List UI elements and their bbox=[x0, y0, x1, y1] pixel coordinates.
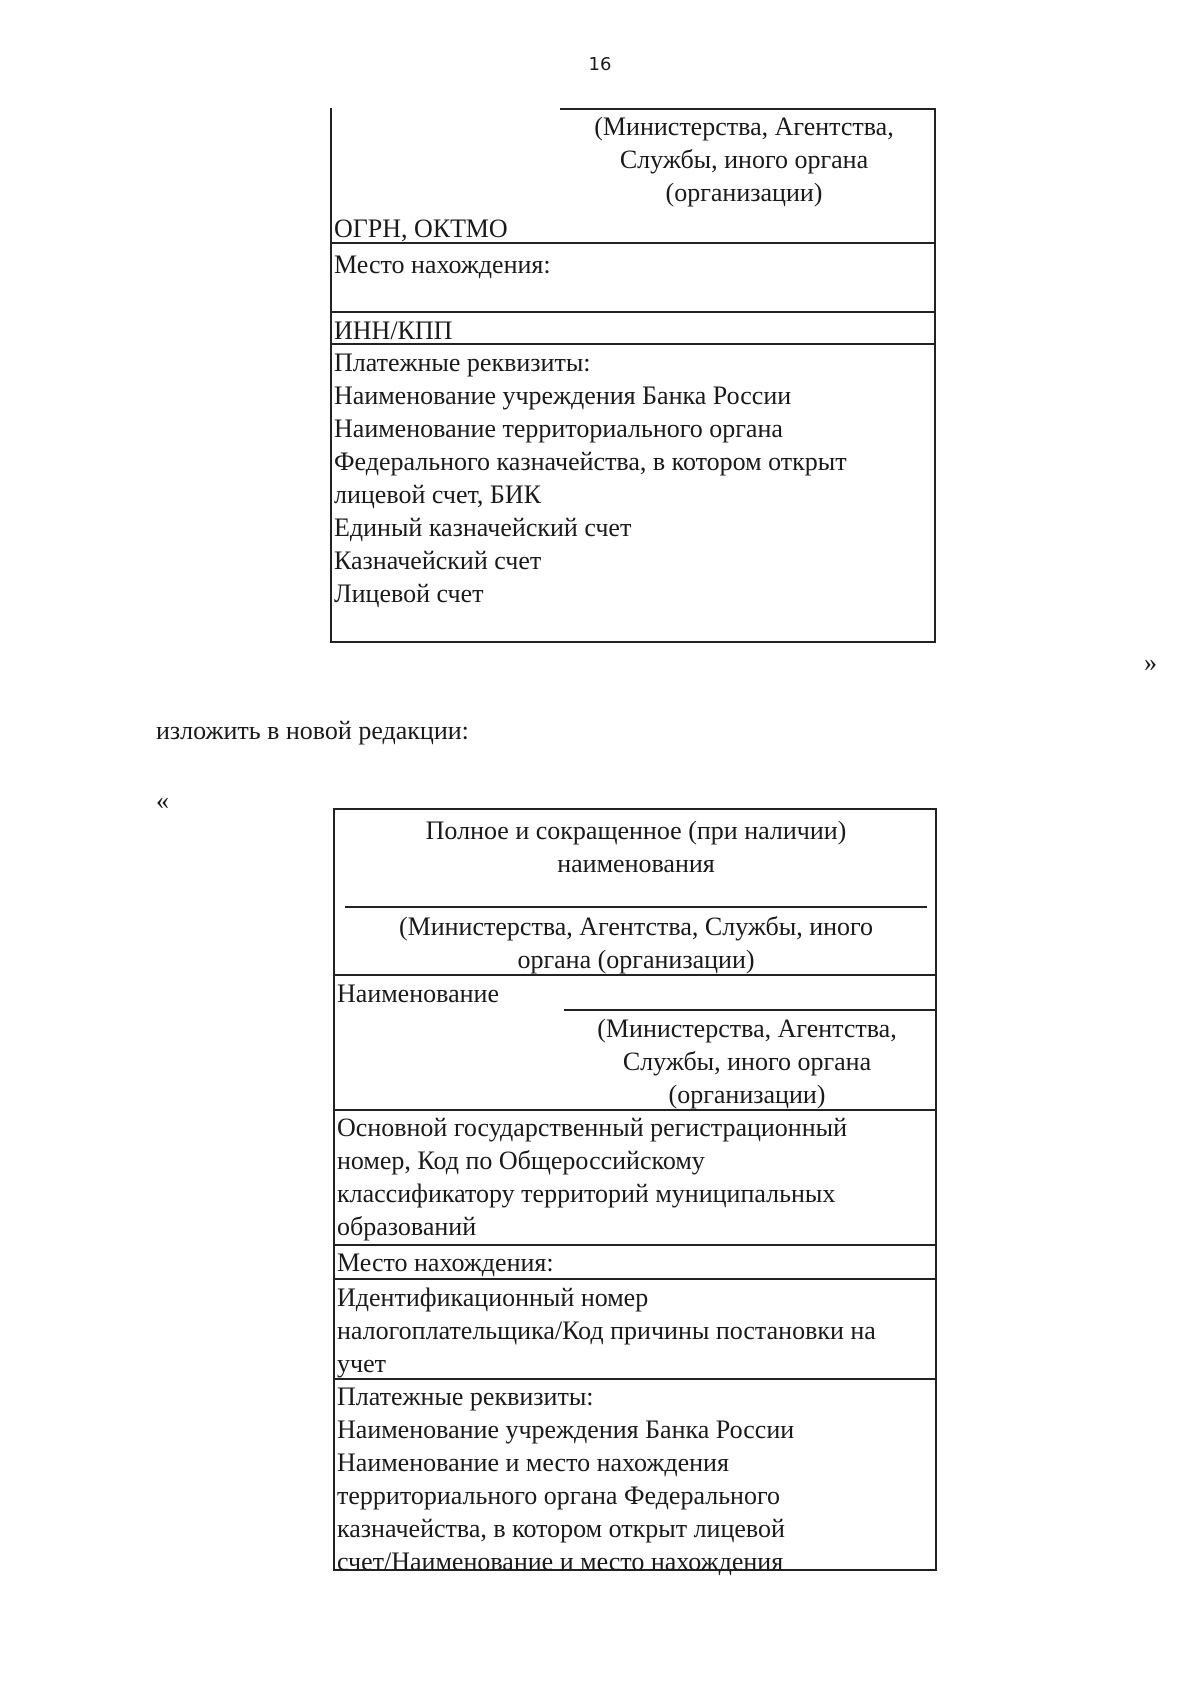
row-divider bbox=[332, 311, 934, 313]
inn-kpp-full-label: Идентификационный номер налогоплательщика/Код причины постановки на учет bbox=[337, 1283, 876, 1378]
name-label: Наименование bbox=[337, 979, 499, 1008]
payment-requisites: Платежные реквизиты: Наименование учреждения Банка России Наименование и место нахождения территориального органа Федерального казначейства, в котором открыт лицевой счет/Наименование и место нахождения bbox=[337, 1382, 795, 1576]
old-requisites-table bbox=[330, 108, 936, 643]
page-number: 16 bbox=[588, 54, 612, 75]
ogrn-oktmo-label: ОГРН, ОКТМО bbox=[334, 214, 508, 243]
org-kind-full-caption: (Министерства, Агентства, Службы, иного органа (организации) bbox=[398, 912, 874, 974]
org-kind-caption: (Министерства, Агентства, Службы, иного органа (организации) bbox=[594, 112, 894, 207]
location-label: Место нахождения: bbox=[337, 1248, 554, 1277]
inn-kpp-label: ИНН/КПП bbox=[334, 316, 453, 345]
row-divider bbox=[335, 1278, 935, 1280]
payment-requisites: Платежные реквизиты: Наименование учреждения Банка России Наименование территориального органа Федерального казначейства, в котором открыт лицевой счет, БИК Единый казначейский счет Казначейский счет Лицевой счет bbox=[334, 348, 847, 608]
full-name-caption: Полное и сокращенное (при наличии) наименования bbox=[425, 816, 847, 878]
name-blank-line bbox=[345, 906, 927, 908]
row-divider bbox=[332, 242, 934, 244]
opening-quote: « bbox=[156, 786, 169, 815]
new-requisites-table bbox=[333, 808, 937, 1576]
row-divider bbox=[332, 343, 934, 345]
instruction-text: изложить в новой редакции: bbox=[156, 716, 469, 745]
name-org-kind-caption: (Министерства, Агентства, Службы, иного органа (организации) bbox=[597, 1014, 897, 1109]
ogrn-oktmo-full-label: Основной государственный регистрационный номер, Код по Общероссийскому классификатору территорий муниципальных образований bbox=[337, 1113, 848, 1241]
name-field-line bbox=[564, 1009, 935, 1011]
closing-quote: » bbox=[1144, 648, 1157, 677]
location-label: Место нахождения: bbox=[334, 250, 551, 279]
row-divider bbox=[335, 974, 935, 976]
